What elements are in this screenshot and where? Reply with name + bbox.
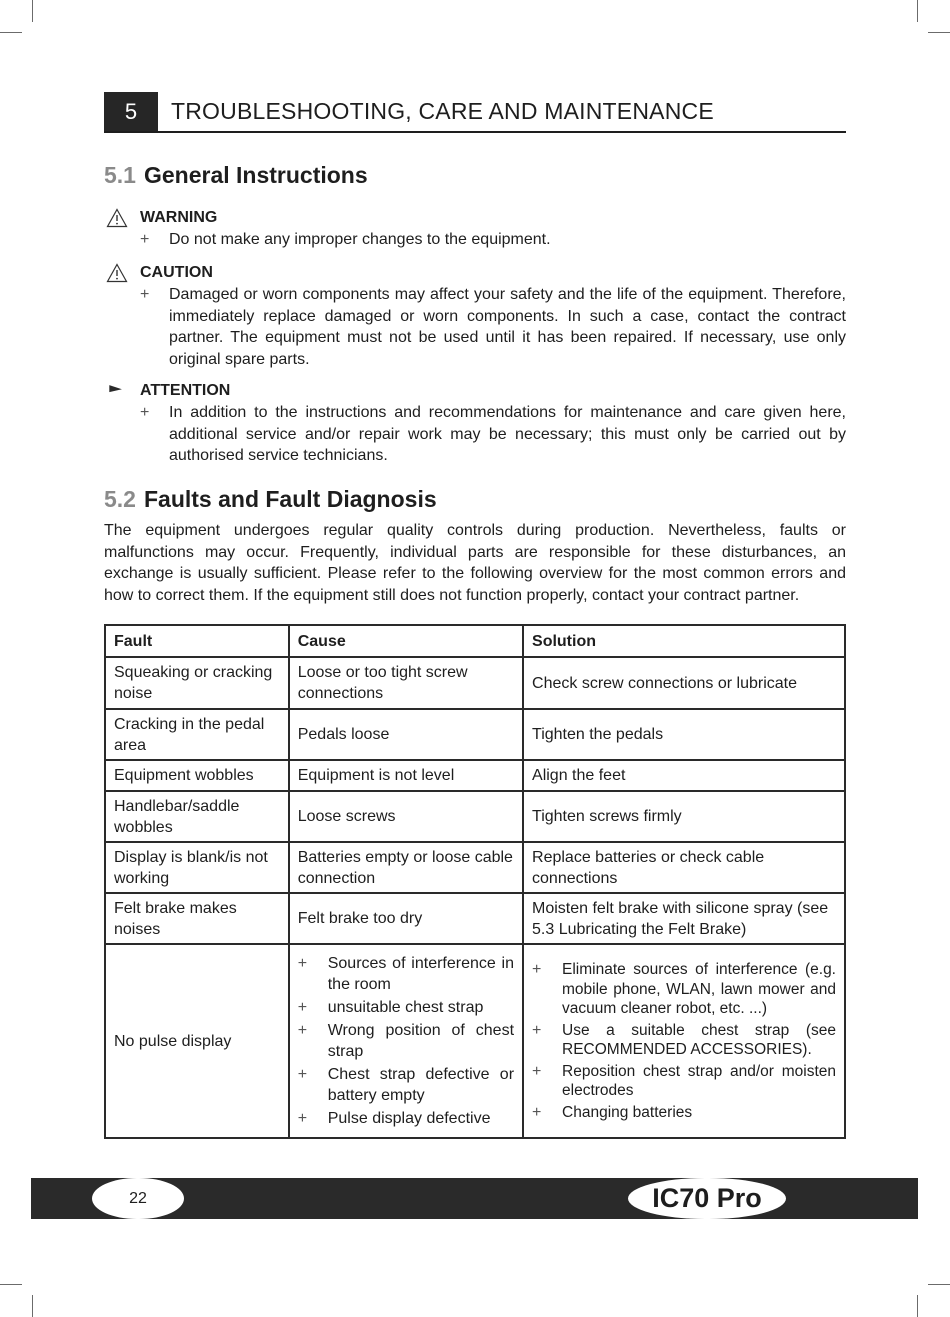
list-item [532, 1103, 836, 1123]
cause-cell: Batteries empty or loose cable connection [289, 842, 523, 893]
intro-paragraph: The equipment undergoes regular quality controls during production. Nevertheless, faults or malfunctions may occur. Frequently, individual parts are responsible for these disturbances, an exchange is usually sufficient. Please refer to the following overview for the most common errors and how to correct them. If the equipment still does not function properly, contact your contract partner. [104, 522, 846, 604]
section-title: Faults and Fault Diagnosis [143, 486, 437, 512]
solution-text: Eliminate sources of interference (e.g. mobile phone, WLAN, lawn mower and vacuum cleaner robot, etc. ...) [562, 961, 836, 1017]
fault-cell: Display is blank/is not working [105, 842, 289, 893]
solution-text: Use a suitable chest strap (see RECOMMENDED ACCESSORIES). [562, 1021, 836, 1058]
crop-mark [32, 0, 33, 22]
crop-mark [32, 1295, 33, 1317]
crop-mark [917, 1295, 918, 1317]
list-item [532, 1021, 836, 1060]
page-number: 22 [92, 1178, 184, 1219]
bullet-plus: + [140, 404, 150, 421]
cause-text: Sources of interference in the room [327, 955, 515, 993]
bullet-plus: + [297, 999, 308, 1016]
bullet-plus: + [140, 286, 150, 303]
crop-mark [0, 32, 22, 33]
fault-cell: Cracking in the pedal area [105, 709, 289, 760]
fault-diagnosis-table [104, 624, 846, 1139]
crop-mark [0, 1284, 22, 1285]
section-heading-faults [104, 486, 437, 513]
cause-cell: Felt brake too dry [289, 893, 523, 944]
cause-text: Chest strap defective or battery empty [327, 1066, 515, 1104]
solution-cell: Tighten screws firmly [523, 791, 845, 842]
list-item [298, 1108, 514, 1129]
caution-notice [104, 262, 846, 370]
list-item [532, 1062, 836, 1101]
caution-item [104, 284, 846, 370]
solution-text: Reposition chest strap and/or moisten electrodes [562, 1062, 836, 1099]
bullet-plus: + [140, 231, 150, 248]
crop-mark [928, 1284, 950, 1285]
bullet-plus: + [297, 955, 308, 972]
bullet-plus: + [532, 1103, 542, 1121]
caution-label: CAUTION [140, 264, 213, 281]
warning-triangle-icon [106, 263, 128, 283]
fault-cell: Handlebar/saddle wobbles [105, 791, 289, 842]
solution-text: Changing batteries [562, 1103, 693, 1121]
warning-triangle-icon [106, 208, 128, 228]
column-header-cause: Cause [289, 625, 523, 657]
table-row [105, 760, 845, 791]
bullet-plus: + [532, 961, 542, 978]
bullet-plus: + [532, 1021, 542, 1039]
warning-text: Do not make any improper changes to the equipment. [169, 231, 551, 248]
bullet-plus: + [297, 1022, 308, 1039]
cause-list [298, 945, 514, 1137]
fault-cell: No pulse display [105, 944, 289, 1138]
cause-cell: Loose or too tight screw connections [289, 657, 523, 709]
table-row [105, 791, 845, 842]
attention-text: In addition to the instructions and recommendations for maintenance and care given here, additional service and/or repair work may be necessary; this must only be carried out by authorised service technicians. [169, 404, 846, 464]
model-name: IC70 Pro [628, 1178, 786, 1219]
fault-cell: Squeaking or cracking noise [105, 657, 289, 709]
solution-cell [523, 944, 845, 1138]
chapter-header [104, 92, 846, 133]
fault-cell: Felt brake makes noises [105, 893, 289, 944]
bullet-plus: + [532, 1062, 542, 1080]
solution-cell: Align the feet [523, 760, 845, 791]
table-header-row [105, 625, 845, 657]
warning-notice [104, 207, 846, 251]
table-row [105, 842, 845, 893]
section-number: 5.2 [104, 486, 136, 512]
warning-label: WARNING [140, 209, 218, 226]
chapter-number: 5 [104, 92, 158, 131]
table-row [105, 709, 845, 760]
cause-text: unsuitable chest strap [327, 999, 484, 1016]
section-title: General Instructions [143, 162, 368, 188]
section-heading-general-instructions [104, 162, 368, 189]
list-item [532, 960, 836, 1019]
solution-cell: Tighten the pedals [523, 709, 845, 760]
bullet-plus: + [297, 1110, 308, 1127]
warning-item [104, 229, 846, 251]
solution-list [532, 952, 836, 1130]
list-item [298, 1064, 514, 1106]
cause-cell: Pedals loose [289, 709, 523, 760]
list-item [298, 997, 514, 1018]
column-header-fault: Fault [105, 625, 289, 657]
table-row [105, 944, 845, 1138]
crop-mark [917, 0, 918, 22]
bullet-plus: + [297, 1066, 308, 1083]
list-item [298, 953, 514, 995]
table-row [105, 893, 845, 944]
attention-label: ATTENTION [140, 382, 231, 399]
section-number: 5.1 [104, 162, 136, 188]
caution-text: Damaged or worn components may affect your safety and the life of the equipment. Therefore, immediately replace damaged or worn components. In such a case, contact the contract partner. The equipment must not be used until it has been repaired. If necessary, use only original spare parts. [169, 286, 846, 368]
pointer-arrow-icon [108, 383, 126, 397]
solution-cell: Check screw connections or lubricate [523, 657, 845, 709]
attention-notice [104, 380, 846, 467]
solution-cell: Replace batteries or check cable connections [523, 842, 845, 893]
cause-cell: Loose screws [289, 791, 523, 842]
attention-item [104, 402, 846, 467]
table-row [105, 657, 845, 709]
fault-cell: Equipment wobbles [105, 760, 289, 791]
column-header-solution: Solution [523, 625, 845, 657]
cause-text: Pulse display defective [327, 1110, 491, 1127]
cause-text: Wrong position of chest strap [327, 1022, 515, 1060]
solution-cell: Moisten felt brake with silicone spray (see 5.3 Lubricating the Felt Brake) [523, 893, 845, 944]
chapter-title: TROUBLESHOOTING, CARE AND MAINTENANCE [171, 98, 714, 124]
crop-mark [928, 32, 950, 33]
cause-cell: Equipment is not level [289, 760, 523, 791]
list-item [298, 1020, 514, 1062]
cause-cell [289, 944, 523, 1138]
